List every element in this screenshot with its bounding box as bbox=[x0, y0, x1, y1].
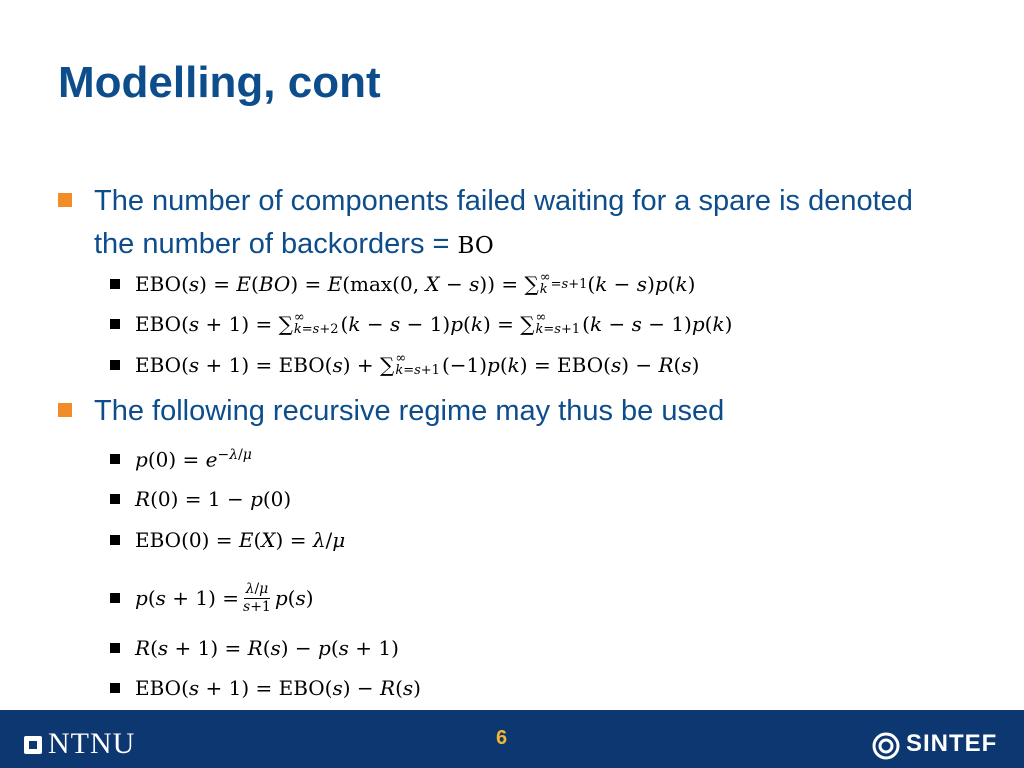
bullet-square-icon bbox=[58, 403, 72, 417]
formula-ebo-recursion: EBO(s + 1) = EBO(s) + ∑ ∞ k=s+1 (−1)p(k) = EBO(s) − R(s) bbox=[110, 350, 699, 380]
formula-p0: $p(0) = e^{-\lambda/\mu}$ bbox=[110, 444, 252, 474]
sub-bullet-icon bbox=[110, 279, 120, 289]
slide-title: Modelling, cont bbox=[58, 58, 381, 107]
sub-bullet-icon bbox=[110, 593, 120, 603]
formula-ebo-definition: EBO(s) = E(BO) = E(max(0, X − s)) = ∑ ∞ k =s+1 (k − s)p(k) bbox=[110, 269, 695, 299]
bullet-1-text: The number of components failed waiting for a spare is denoted the number of backorders = bbox=[94, 185, 913, 260]
ntnu-logo-icon bbox=[24, 736, 42, 754]
sub-bullet-icon bbox=[110, 683, 120, 693]
sintef-logo-text: SINTEF bbox=[906, 730, 998, 757]
bullet-square-icon bbox=[58, 193, 72, 207]
formula-ebo-s-plus-1: EBO(s + 1) = ∑ ∞ k=s+2 (k − s − 1)p(k) = ∑ ∞ k=s+1 (k − s − 1)p(k) bbox=[110, 309, 732, 339]
page-number: 6 bbox=[496, 727, 508, 749]
formula-ebo-s-plus-1-final: EBO(s + 1) = EBO(s) − R(s) bbox=[110, 673, 421, 703]
bullet-1-math: BO bbox=[457, 233, 494, 259]
bullet-2-text: The following recursive regime may thus be used bbox=[94, 395, 725, 427]
formula-r-s-plus-1: R(s + 1) = R(s) − p(s + 1) bbox=[110, 633, 399, 663]
formula-p-s-plus-1: p(s + 1) = $\frac{\lambda/\mu}{s+1}$ p(s) bbox=[110, 578, 314, 618]
sub-bullet-icon bbox=[110, 360, 120, 370]
sintef-logo-icon bbox=[872, 732, 900, 760]
footer-bar bbox=[0, 710, 1024, 768]
formula-ebo0: EBO(0) = E(X) = λ/μ bbox=[110, 525, 345, 555]
sub-bullet-icon bbox=[110, 643, 120, 653]
ntnu-logo-text: NTNU bbox=[48, 727, 136, 760]
sub-bullet-icon bbox=[110, 454, 120, 464]
formula-r0: R(0) = 1 − p(0) bbox=[110, 484, 291, 514]
sub-bullet-icon bbox=[110, 494, 120, 504]
sub-bullet-icon bbox=[110, 319, 120, 329]
sub-bullet-icon bbox=[110, 535, 120, 545]
